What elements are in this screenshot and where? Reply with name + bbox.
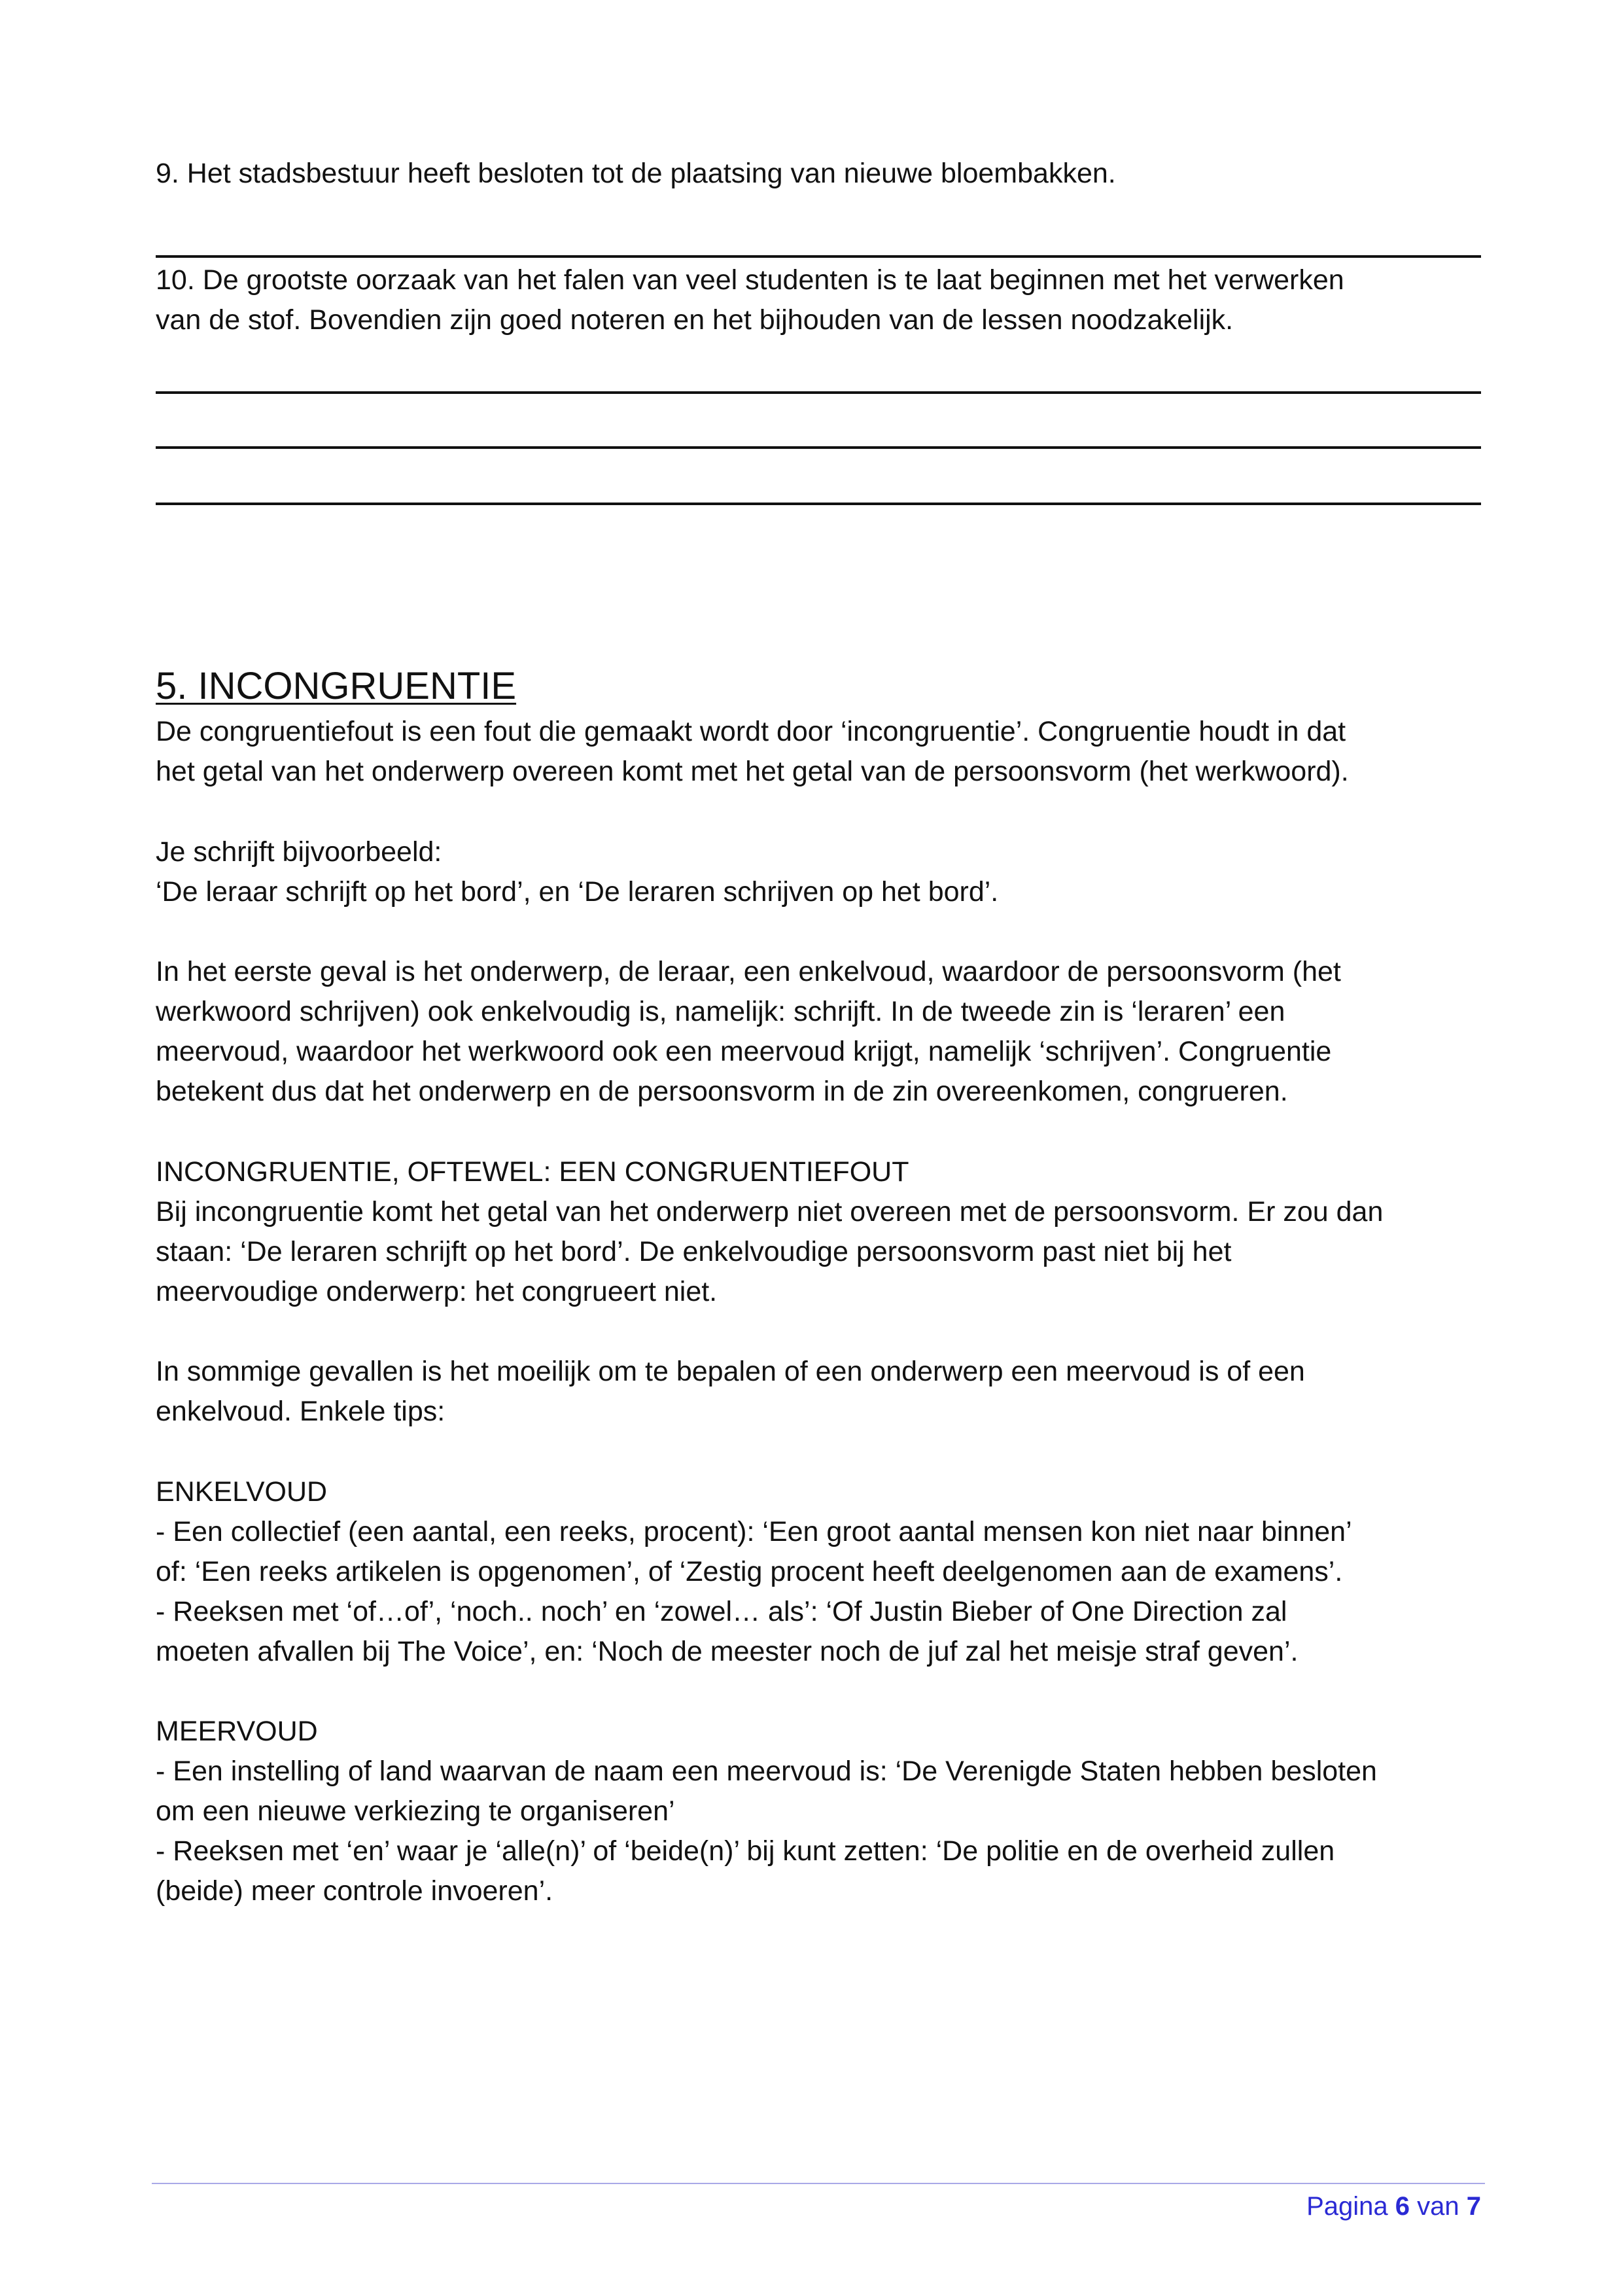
section-heading: 5. INCONGRUENTIE [156, 665, 517, 707]
incongruence-line: staan: ‘De leraren schrijft op het bord’. De enkelvoudige persoonsvorm past niet bij het [156, 1236, 1232, 1267]
incongruence-line: meervoudige onderwerp: het congrueert niet. [156, 1276, 718, 1307]
plural-line: - Reeksen met ‘en’ waar je ‘alle(n)’ of ‘beide(n)’ bij kunt zetten: ‘De politie en de overheid zullen [156, 1835, 1335, 1867]
explanation-line: betekent dus dat het onderwerp en de persoonsvorm in de zin overeenkomen, congrueren. [156, 1076, 1288, 1107]
singular-line: - Een collectief (een aantal, een reeks, procent): ‘Een groot aantal mensen kon niet naar binnen’ [156, 1516, 1352, 1547]
answer-line [156, 391, 1481, 394]
example-line: ‘De leraar schrijft op het bord’, en ‘De leraren schrijven op het bord’. [156, 876, 999, 908]
answer-line [156, 255, 1481, 258]
explanation-line: In het eerste geval is het onderwerp, de leraar, een enkelvoud, waardoor de persoonsvorm (het [156, 956, 1341, 987]
plural-subheading: MEERVOUD [156, 1716, 318, 1747]
answer-line [156, 446, 1481, 449]
intro-line: De congruentiefout is een fout die gemaakt wordt door ‘incongruentie’. Congruentie houdt in dat [156, 716, 1346, 747]
intro-line: het getal van het onderwerp overeen komt met het getal van de persoonsvorm (het werkwoord). [156, 756, 1349, 787]
plural-line: - Een instelling of land waarvan de naam een meervoud is: ‘De Verenigde Staten hebben besloten [156, 1756, 1377, 1787]
singular-line: of: ‘Een reeks artikelen is opgenomen’, of ‘Zestig procent heeft deelgenomen aan de examens’. [156, 1556, 1343, 1587]
page-of-label: van [1417, 2192, 1459, 2221]
singular-subheading: ENKELVOUD [156, 1476, 328, 1508]
page-number [1306, 2188, 1481, 2225]
total-pages: 7 [1466, 2192, 1481, 2221]
answer-line [156, 503, 1481, 505]
singular-line: moeten afvallen bij The Voice’, en: ‘Noch de meester noch de juf zal het meisje straf geven’. [156, 1636, 1299, 1667]
singular-line: - Reeksen met ‘of…of’, ‘noch.. noch’ en ‘zowel… als’: ‘Of Justin Bieber of One Direction zal [156, 1596, 1287, 1627]
explanation-line: meervoud, waardoor het werkwoord ook een meervoud krijgt, namelijk ‘schrijven’. Congruentie [156, 1036, 1332, 1067]
incongruence-subheading: INCONGRUENTIE, OFTEWEL: EEN CONGRUENTIEFOUT [156, 1156, 909, 1188]
exercise-question-10-line-2: van de stof. Bovendien zijn goed noteren en het bijhouden van de lessen noodzakelijk. [156, 304, 1234, 336]
footer-divider [152, 2183, 1485, 2184]
plural-line: (beide) meer controle invoeren’. [156, 1875, 553, 1907]
tips-intro-line: In sommige gevallen is het moeilijk om te bepalen of een onderwerp een meervoud is of een [156, 1356, 1305, 1387]
plural-line: om een nieuwe verkiezing te organiseren’ [156, 1795, 675, 1827]
current-page: 6 [1395, 2192, 1410, 2221]
exercise-question-10-line-1: 10. De grootste oorzaak van het falen van veel studenten is te laat beginnen met het verwerken [156, 264, 1344, 296]
example-line: Je schrijft bijvoorbeeld: [156, 836, 442, 868]
exercise-question-9: 9. Het stadsbestuur heeft besloten tot de plaatsing van nieuwe bloembakken. [156, 158, 1116, 189]
explanation-line: werkwoord schrijven) ook enkelvoudig is, namelijk: schrijft. In de tweede zin is ‘leraren’ een [156, 996, 1285, 1027]
incongruence-line: Bij incongruentie komt het getal van het onderwerp niet overeen met de persoonsvorm. Er zou dan [156, 1196, 1384, 1227]
tips-intro-line: enkelvoud. Enkele tips: [156, 1396, 445, 1427]
page-label: Pagina [1306, 2192, 1388, 2221]
